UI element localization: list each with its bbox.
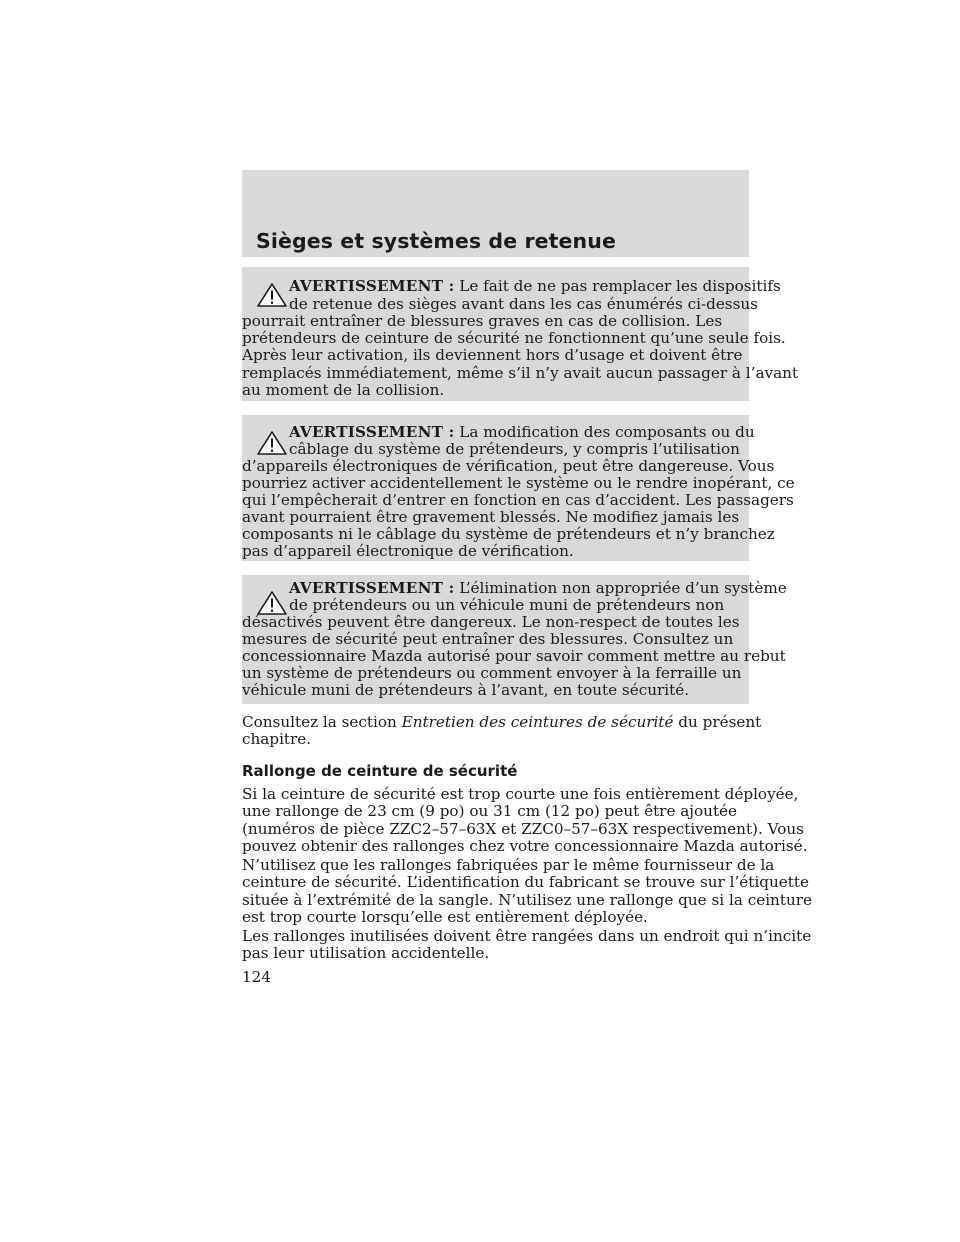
warning-line: remplacés immédiatement, même s’il n’y avait aucun passager à l’avant: [242, 364, 799, 382]
section-heading: Rallonge de ceinture de sécurité: [242, 762, 518, 780]
warning-line: prétendeurs de ceinture de sécurité ne fonctionnent qu’une seule fois.: [242, 329, 786, 347]
warning-line: qui l’empêcherait d’entrer en fonction en cas d’accident. Les passagers: [242, 491, 794, 509]
body-paragraph: Les rallonges inutilisées doivent être rangées dans un endroit qui n’incite pas leur utilisation accidentelle.: [242, 927, 812, 963]
body-paragraph: N’utilisez que les rallonges fabriquées par le même fournisseur de la ceinture de sécurité. L’identification du fabricant se trouve sur l’étiquette située à l’extrémité de la sangle. N’utilisez une rallonge que si la ceinture est trop courte lorsqu’elle est entièrement déployée.: [242, 856, 812, 926]
warning-line: avant pourraient être gravement blessés. Ne modifiez jamais les: [242, 508, 740, 526]
warning-box-2: [242, 415, 795, 561]
body-paragraph: Si la ceinture de sécurité est trop courte une fois entièrement déployée, une rallonge de 23 cm (9 po) ou 31 cm (12 po) peut être ajoutée (numéros de pièce ZZC2–57–63X et ZZC0–57–63X respectivement). Vous pouvez obtenir des rallonges chez votre concessionnaire Mazda autorisé.: [242, 785, 808, 855]
warning-line: composants ni le câblage du système de prétendeurs et n’y branchez: [242, 525, 775, 543]
warning-line: au moment de la collision.: [242, 381, 445, 399]
warning-triangle-icon: [256, 282, 288, 308]
warning-line: de retenue des sièges avant dans les cas énumérés ci-dessus: [289, 295, 758, 313]
page-number: 124: [242, 968, 271, 986]
warning-line: mesures de sécurité peut entraîner des blessures. Consultez un: [242, 630, 734, 648]
warning-line: pas d’appareil électronique de vérification.: [242, 542, 574, 560]
warning-line: câblage du système de prétendeurs, y compris l’utilisation: [289, 440, 740, 458]
warning-first-line: La modification des composants ou du: [459, 423, 755, 441]
warning-line: concessionnaire Mazda autorisé pour savoir comment mettre au rebut: [242, 647, 786, 665]
warning-line: désactivés peuvent être dangereux. Le non-respect de toutes les: [242, 613, 740, 631]
warning-first-line: L’élimination non appropriée d’un système: [459, 579, 787, 597]
warning-box-3: [242, 575, 787, 704]
warning-label: AVERTISSEMENT :: [289, 277, 455, 295]
chapter-title: Sièges et systèmes de retenue: [256, 229, 616, 253]
reference-link-text: Entretien des ceintures de sécurité: [401, 713, 674, 731]
reference-text: chapitre.: [242, 730, 312, 749]
warning-triangle-icon: [256, 430, 288, 456]
warning-box-1: [242, 267, 799, 401]
warning-line: pourrait entraîner de blessures graves en cas de collision. Les: [242, 312, 723, 330]
warning-line: véhicule muni de prétendeurs à l’avant, en toute sécurité.: [242, 681, 690, 699]
reference-text: Consultez la section: [242, 713, 402, 731]
warning-line: de prétendeurs ou un véhicule muni de prétendeurs non: [289, 596, 725, 614]
reference-text: du présent: [673, 713, 762, 731]
warning-label: AVERTISSEMENT :: [289, 423, 455, 441]
warning-line: un système de prétendeurs ou comment envoyer à la ferraille un: [242, 664, 742, 682]
warning-line: d’appareils électroniques de vérification, peut être dangereuse. Vous: [242, 457, 775, 475]
warning-first-line: Le fait de ne pas remplacer les dispositifs: [459, 277, 781, 295]
warning-line: Après leur activation, ils deviennent hors d’usage et doivent être: [242, 346, 743, 364]
chapter-header: [242, 170, 749, 257]
reference-paragraph: [242, 713, 762, 749]
warning-line: pourriez activer accidentellement le système ou le rendre inopérant, ce: [242, 474, 795, 492]
warning-label: AVERTISSEMENT :: [289, 579, 455, 597]
